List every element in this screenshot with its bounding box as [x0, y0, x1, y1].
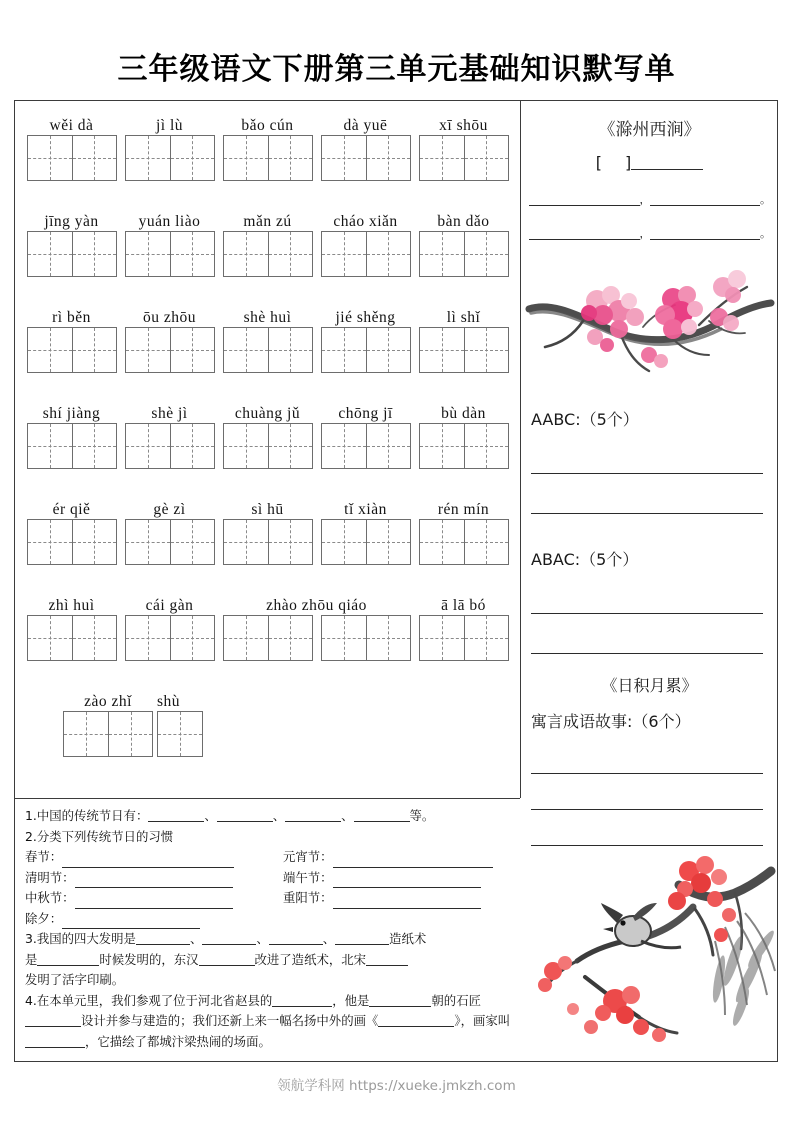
tianzige-box[interactable] [125, 327, 215, 373]
tianzige-box[interactable] [125, 519, 215, 565]
bracket-open: [ [595, 153, 602, 172]
question-3-end: 发明了活字印刷。 [25, 972, 125, 987]
pinyin-word: zào zhǐ [84, 693, 132, 710]
poem-blank-segment[interactable] [529, 191, 640, 206]
pinyin-word: bàn dǎo [437, 213, 490, 230]
tianzige-line [15, 423, 520, 483]
festival-label: 重阳节： [283, 890, 333, 905]
poem-and-idiom-column [521, 101, 778, 1061]
q3-blank[interactable] [335, 931, 389, 945]
tianzige-line [15, 231, 520, 291]
tianzige-box[interactable] [321, 423, 411, 469]
tianzige-box[interactable] [419, 327, 509, 373]
q1-suffix: 等。 [409, 808, 435, 823]
q4-f: ，它描绘了都城汴梁热闹的场面。 [85, 1033, 271, 1049]
abac-answer-line[interactable] [531, 613, 763, 614]
q4-b: ，他是 [332, 992, 370, 1008]
q1-sep: 、 [341, 808, 354, 823]
q3-blank[interactable] [199, 952, 255, 966]
tianzige-box[interactable] [125, 231, 215, 277]
q3-prefix: 3.我国的四大发明是 [25, 931, 136, 946]
tianzige-box[interactable] [27, 423, 117, 469]
fable-answer-line[interactable] [531, 773, 763, 774]
festival-row [25, 909, 512, 930]
pinyin-word: chōng jī [338, 405, 393, 422]
poem-blank-segment[interactable] [650, 225, 761, 240]
festival-blank[interactable] [75, 874, 233, 888]
pinyin-word: zhì huì [48, 597, 95, 614]
tianzige-box[interactable] [125, 423, 215, 469]
tianzige-box[interactable] [321, 327, 411, 373]
festival-item [25, 909, 283, 930]
tianzige-box[interactable] [419, 423, 509, 469]
question-3 [25, 929, 512, 950]
pinyin-word: lì shǐ [446, 309, 481, 326]
tianzige-box[interactable] [27, 519, 117, 565]
aabc-label: AABC:（5个） [531, 410, 639, 429]
festival-row [25, 847, 512, 868]
q1-blank[interactable] [354, 808, 410, 822]
pinyin-row [15, 397, 520, 487]
pinyin-word: rén mín [437, 501, 490, 518]
pinyin-word: mǎn zú [243, 213, 292, 230]
plum-blossom-branch-illustration [523, 251, 776, 393]
pinyin-word: zhào zhōu qiáo [266, 597, 367, 614]
pinyin-row [15, 589, 520, 679]
q3-d: 时候发明的，东汉 [99, 951, 199, 967]
poem-blank-line [529, 191, 770, 206]
tianzige-box[interactable] [63, 711, 153, 757]
festival-label: 清明节： [25, 869, 75, 885]
poem-title: 《滁州西涧》 [598, 120, 701, 140]
festival-item [283, 847, 493, 868]
q3-sep: 、 [189, 931, 203, 946]
question-3-cont [25, 950, 512, 971]
q3-c: 是 [25, 951, 38, 967]
tianzige-line [15, 711, 520, 771]
festival-item [25, 888, 283, 909]
poem-blank-line [529, 225, 770, 240]
q3-blank[interactable] [37, 952, 99, 966]
poem-blank-segment[interactable] [650, 191, 761, 206]
riji-title: 《日积月累》 [601, 676, 698, 695]
festival-blank[interactable] [333, 854, 493, 868]
pinyin-row [15, 685, 520, 775]
q4-c: 朝的石匠 [431, 992, 481, 1008]
tianzige-line [15, 615, 520, 675]
tianzige-box[interactable] [321, 231, 411, 277]
pinyin-label-line [15, 109, 520, 135]
q3-e: 改进了造纸术，北宋 [254, 951, 367, 967]
tianzige-box[interactable] [419, 135, 509, 181]
tianzige-box[interactable] [27, 327, 117, 373]
pinyin-grid-column [15, 101, 520, 798]
poem-period: 。 [760, 193, 771, 206]
pinyin-word: ér qiě [52, 501, 91, 518]
festival-label: 除夕： [25, 910, 63, 926]
pinyin-word: jié shěng [335, 309, 396, 326]
pinyin-word: jīng yàn [44, 213, 99, 230]
poem-author-line [521, 153, 778, 172]
tianzige-box[interactable] [125, 615, 215, 661]
q3-blank[interactable] [202, 931, 256, 945]
festival-item [25, 847, 283, 868]
question-1 [25, 806, 512, 827]
pinyin-word: jì lù [155, 117, 184, 134]
tianzige-box[interactable] [27, 615, 117, 661]
tianzige-box[interactable] [321, 519, 411, 565]
pinyin-label-line [15, 397, 520, 423]
q4-e: 》，画家叫 [454, 1013, 511, 1028]
q3-blank[interactable] [269, 931, 323, 945]
author-blank[interactable] [631, 154, 703, 170]
q1-blank[interactable] [217, 808, 273, 822]
q3-blank[interactable] [136, 931, 190, 945]
tianzige-box[interactable] [223, 423, 313, 469]
pinyin-word: shù [157, 693, 181, 710]
pinyin-word: bǎo cún [241, 117, 294, 134]
tianzige-box[interactable] [157, 711, 203, 757]
q1-prefix: 1.中国的传统节日有： [25, 808, 149, 823]
festival-item [283, 868, 481, 889]
pinyin-word: ōu zhōu [142, 309, 196, 326]
question-4 [25, 991, 512, 1053]
pinyin-label-line [15, 589, 520, 615]
bracket-close: ] [625, 153, 632, 172]
pinyin-word: sì hū [251, 501, 284, 518]
pinyin-row [15, 109, 520, 199]
pinyin-word: bù dàn [441, 405, 486, 422]
watermark: 领航学科网 https://xueke.jmkzh.com [277, 1078, 516, 1094]
festival-label: 元宵节： [283, 849, 333, 864]
poem-comma: ， [639, 193, 651, 206]
tianzige-box[interactable] [321, 615, 411, 661]
q4-blank[interactable] [25, 1013, 81, 1027]
pinyin-label-line [15, 301, 520, 327]
tianzige-line [15, 327, 520, 387]
q4-blank[interactable] [369, 993, 431, 1007]
tianzige-box[interactable] [223, 615, 313, 661]
bottom-question-block [15, 798, 520, 1063]
q1-sep: 、 [272, 808, 286, 823]
festival-blank[interactable] [333, 874, 481, 888]
pinyin-row [15, 301, 520, 391]
fable-answer-line[interactable] [531, 845, 763, 846]
pinyin-word: ā lā bó [441, 597, 486, 614]
tianzige-box[interactable] [321, 135, 411, 181]
fable-idiom-label: 寓言成语故事:（6个） [531, 712, 691, 731]
tianzige-box[interactable] [419, 231, 509, 277]
tianzige-box[interactable] [419, 519, 509, 565]
tianzige-box[interactable] [419, 615, 509, 661]
pinyin-word: cháo xiǎn [333, 213, 398, 230]
aabc-answer-line[interactable] [531, 513, 763, 514]
festival-blank[interactable] [62, 854, 234, 868]
q3-sep: 、 [256, 931, 269, 946]
pinyin-label-line [15, 493, 520, 519]
worksheet-frame [14, 100, 778, 1062]
festival-blank[interactable] [62, 915, 200, 929]
tianzige-box[interactable] [223, 519, 313, 565]
festival-row [25, 868, 512, 889]
festival-item [283, 888, 481, 909]
tianzige-line [15, 135, 520, 195]
pinyin-word: xī shōu [439, 117, 488, 134]
q4-d: 设计并参与建造的；我们还新上来一幅名扬中外的画《 [81, 1013, 379, 1028]
pinyin-word: tǐ xiàn [344, 501, 387, 518]
q3-b: 造纸术 [389, 931, 427, 946]
q3-sep: 、 [322, 931, 336, 946]
q4-blank[interactable] [378, 1013, 454, 1027]
festival-blank[interactable] [333, 895, 481, 909]
festival-row [25, 888, 512, 909]
poem-blank-segment[interactable] [529, 225, 640, 240]
pinyin-label-line [15, 205, 520, 231]
pinyin-word: shè jì [151, 405, 188, 422]
pinyin-word: rì běn [52, 309, 91, 326]
poem-period: 。 [760, 227, 771, 240]
q3-blank[interactable] [366, 952, 408, 966]
tianzige-line [15, 519, 520, 579]
pinyin-word: chuàng jǔ [234, 405, 301, 422]
q1-blank[interactable] [148, 808, 204, 822]
tianzige-box[interactable] [223, 231, 313, 277]
pinyin-word: wěi dà [49, 117, 94, 134]
pinyin-row [15, 205, 520, 295]
tianzige-box[interactable] [27, 231, 117, 277]
pinyin-word: cái gàn [145, 597, 194, 614]
festival-label: 中秋节： [25, 890, 75, 905]
q1-sep: 、 [204, 808, 217, 823]
page-title: 三年级语文下册第三单元基础知识默写单 [117, 52, 676, 87]
pinyin-word: shí jiàng [42, 405, 101, 422]
tianzige-box[interactable] [223, 135, 313, 181]
bird-on-plum-branch-illustration [529, 849, 777, 1064]
festival-item [25, 868, 283, 889]
pinyin-row [15, 493, 520, 583]
pinyin-word: dà yuē [343, 117, 388, 134]
tianzige-box[interactable] [125, 135, 215, 181]
q4-blank[interactable] [272, 993, 332, 1007]
pinyin-label-line [15, 685, 520, 711]
aabc-answer-line[interactable] [531, 473, 763, 474]
fable-answer-line[interactable] [531, 809, 763, 810]
q4-blank[interactable] [25, 1034, 85, 1048]
festival-label: 春节： [25, 849, 63, 864]
festival-label: 端午节： [283, 869, 333, 885]
q4-a: 4.在本单元里，我们参观了位于河北省赵县的 [25, 992, 273, 1008]
festival-blank[interactable] [75, 895, 233, 909]
pinyin-word: shè huì [243, 309, 292, 326]
tianzige-box[interactable] [223, 327, 313, 373]
abac-label: ABAC:（5个） [531, 550, 639, 569]
q1-blank[interactable] [285, 808, 341, 822]
question-2-title: 2.分类下列传统节日的习惯 [25, 828, 174, 844]
pinyin-word: gè zì [153, 501, 186, 518]
poem-comma: ， [639, 227, 651, 240]
abac-answer-line[interactable] [531, 653, 763, 654]
tianzige-box[interactable] [27, 135, 117, 181]
pinyin-word: yuán liào [138, 213, 201, 230]
